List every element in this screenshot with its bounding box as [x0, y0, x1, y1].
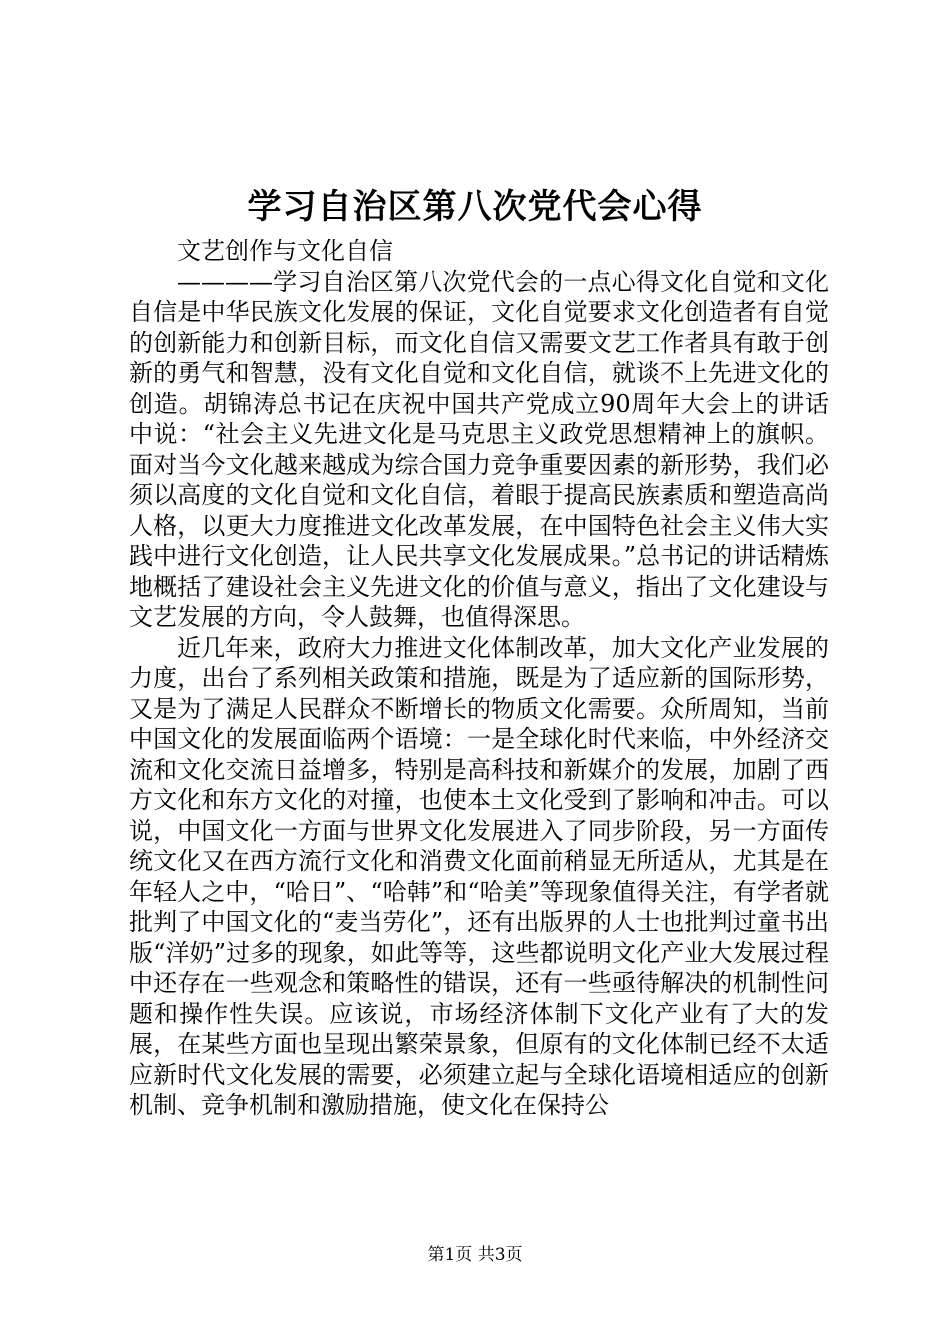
- document-title: 学习自治区第八次党代会心得: [247, 187, 703, 227]
- body-paragraph: ————学习自治区第八次党代会的一点心得文化自觉和文化自信是中华民族文化发展的保证，文化自觉要求文化创造者有自觉的创新能力和创新目标，而文化自信又需要文艺工作者具有敢于创新的勇气和智慧，没有文化自觉和文化自信，就谈不上先进文化的创造。胡锦涛总书记在庆祝中国共产党成立90周年大会上的讲话中说：“社会主义先进文化是马克思主义政党思想精神上的旗帜。面对当今文化越来越成为综合国力竞争重要因素的新形势，我们必须以高度的文化自觉和文化自信，着眼于提高民族素质和塑造高尚人格，以更大力度推进文化改革发展，在中国特色社会主义伟大实践中进行文化创造，让人民共享文化发展成果。”总书记的讲话精炼地概括了建设社会主义先进文化的价值与意义，指出了文化建设与文艺发展的方向，令人鼓舞，也值得深思。: [129, 267, 829, 631]
- body-paragraph: 近几年来，政府大力推进文化体制改革，加大文化产业发展的力度，出台了系列相关政策和措施，既是为了适应新的国际形势，又是为了满足人民群众不断增长的物质文化需要。众所周知，当前中国文化的发展面临两个语境：一是全球化时代来临，中外经济交流和文化交流日益增多，特别是高科技和新媒介的发展，加剧了西方文化和东方文化的对撞，也使本土文化受到了影响和冲击。可以说，中国文化一方面与世界文化发展进入了同步阶段，另一方面传统文化又在西方流行文化和消费文化面前稍显无所适从，尤其是在年轻人之中，“哈日”、“哈韩”和“哈美”等现象值得关注，有学者就批判了中国文化的“麦当劳化”，还有出版界的人士也批判过童书出版“洋奶”过多的现象，如此等等，这些都说明文化产业大发展过程中还存在一些观念和策略性的错误，还有一些亟待解决的机制性问题和操作性失误。应该说，市场经济体制下文化产业有了大的发展，在某些方面也呈现出繁荣景象，但原有的文化体制已经不太适应新时代文化发展的需要，必须建立起与全球化语境相适应的创新机制、竞争机制和激励措施，使文化在保持公: [129, 633, 829, 1119]
- subtitle-paragraph: 文艺创作与文化自信: [177, 237, 393, 265]
- page-number-footer: 第1页 共3页: [427, 1245, 523, 1265]
- document-body: [129, 236, 829, 1121]
